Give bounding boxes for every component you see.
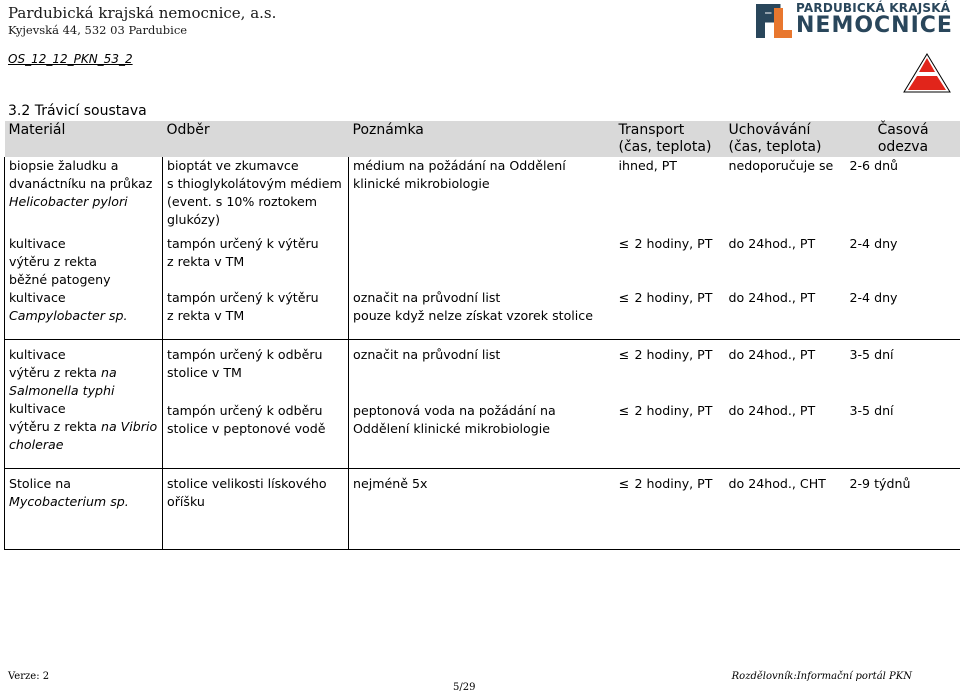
cell-transport: ≤ 2 hodiny, PT xyxy=(615,229,725,289)
cell-transport: ≤ 2 hodiny, PT xyxy=(615,469,725,550)
table-row xyxy=(5,289,960,340)
cell-transport: ≤ 2 hodiny, PT xyxy=(615,340,725,401)
hospital-logo-icon xyxy=(754,4,794,40)
cell-response-time: 3-5 dní xyxy=(846,340,960,401)
cell-note: označit na průvodní list xyxy=(349,340,615,401)
header-material: Materiál xyxy=(5,121,163,157)
cell-collection: bioptát ve zkumavce s thioglykolátovým médiem (event. s 10% roztokem glukózy) xyxy=(163,157,349,229)
cell-storage: nedoporučuje se xyxy=(725,157,846,229)
header-response-time: Časová odezva xyxy=(846,121,960,157)
cell-material: kultivace výtěru z rekta běžné patogeny xyxy=(5,229,163,289)
logo-line-1: PARDUBICKÁ KRAJSKÁ xyxy=(796,2,953,14)
table-row xyxy=(5,400,960,469)
cell-response-time: 2-9 týdnů xyxy=(846,469,960,550)
cell-note: označit na průvodní list pouze když nelze získat vzorek stolice xyxy=(349,289,615,340)
cell-response-time: 2-4 dny xyxy=(846,229,960,289)
cell-material: Stolice na Mycobacterium sp. xyxy=(5,469,163,550)
cell-storage: do 24hod., CHT xyxy=(725,469,846,550)
cell-material: kultivace Campylobacter sp. xyxy=(5,289,163,340)
cell-collection: tampón určený k odběru stolice v peptonové vodě xyxy=(163,400,349,469)
cell-storage: do 24hod., PT xyxy=(725,289,846,340)
header-transport: Transport (čas, teplota) xyxy=(615,121,725,157)
cell-storage: do 24hod., PT xyxy=(725,340,846,401)
table-row xyxy=(5,157,960,229)
cell-response-time: 2-4 dny xyxy=(846,289,960,340)
cell-collection: tampón určený k výtěru z rekta v TM xyxy=(163,229,349,289)
cell-collection: tampón určený k výtěru z rekta v TM xyxy=(163,289,349,340)
cell-storage: do 24hod., PT xyxy=(725,400,846,469)
logo-line-2: NEMOCNICE xyxy=(796,15,953,37)
cell-transport: ≤ 2 hodiny, PT xyxy=(615,400,725,469)
cell-note: peptonová voda na požádání na Oddělení klinické mikrobiologie xyxy=(349,400,615,469)
table-row xyxy=(5,469,960,550)
document-id: OS_12_12_PKN_53_2 xyxy=(8,52,133,66)
table-row xyxy=(5,340,960,401)
footer-page-number: 5/29 xyxy=(453,682,475,693)
cell-material: biopsie žaludku a dvanáctníku na průkaz Helicobacter pylori xyxy=(5,157,163,229)
table-header-row xyxy=(5,121,960,157)
cell-note xyxy=(349,229,615,289)
footer-distribution: Rozdělovník:Informační portál PKN xyxy=(732,671,912,682)
cell-storage: do 24hod., PT xyxy=(725,229,846,289)
cell-material: kultivace výtěru z rekta na Salmonella typhi xyxy=(5,340,163,401)
cell-response-time: 2-6 dnů xyxy=(846,157,960,229)
cell-note: médium na požádání na Oddělení klinické mikrobiologie xyxy=(349,157,615,229)
cell-transport: ≤ 2 hodiny, PT xyxy=(615,289,725,340)
header-collection: Odběr xyxy=(163,121,349,157)
footer-version: Verze: 2 xyxy=(8,671,49,682)
cell-transport: ihned, PT xyxy=(615,157,725,229)
organization-name: Pardubická krajská nemocnice, a.s. xyxy=(8,4,276,22)
warning-triangle-icon xyxy=(902,52,952,94)
cell-collection: tampón určený k odběru stolice v TM xyxy=(163,340,349,401)
cell-note: nejméně 5x xyxy=(349,469,615,550)
cell-collection: stolice velikosti lískového oříšku xyxy=(163,469,349,550)
organization-address: Kyjevská 44, 532 03 Pardubice xyxy=(8,23,187,37)
cell-response-time: 3-5 dní xyxy=(846,400,960,469)
specimen-table xyxy=(4,121,960,550)
table-row xyxy=(5,229,960,289)
section-title: 3.2 Trávicí soustava xyxy=(8,103,147,119)
hospital-logo xyxy=(796,2,953,37)
header-storage: Uchovávání (čas, teplota) xyxy=(725,121,846,157)
cell-material: kultivace výtěru z rekta na Vibrio cholerae xyxy=(5,400,163,469)
header-note: Poznámka xyxy=(349,121,615,157)
